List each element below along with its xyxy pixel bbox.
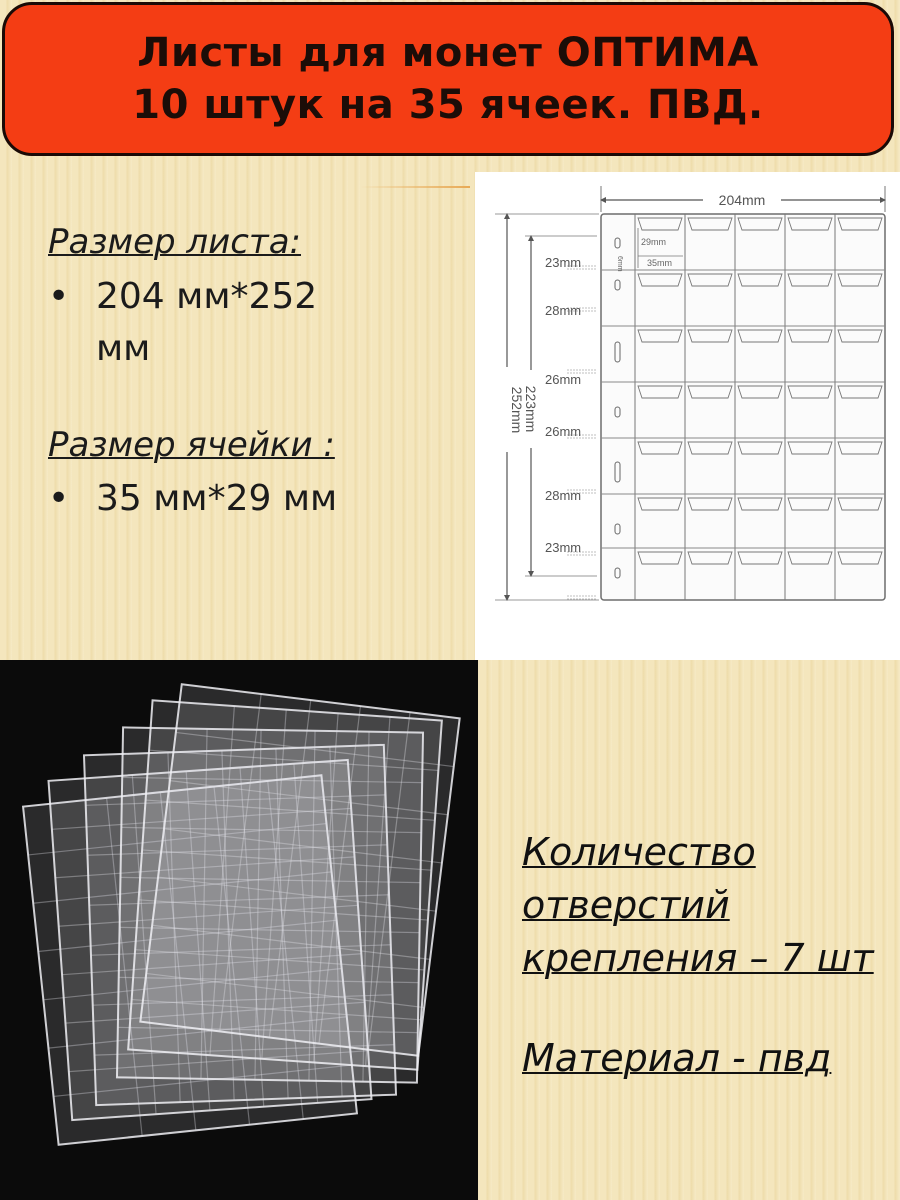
material-info: Материал - пвд — [522, 1036, 832, 1080]
coin-sheet — [140, 684, 459, 1056]
bullet-icon: • — [48, 276, 70, 317]
banner-line-1: Листы для монет ОПТИМА — [137, 30, 759, 76]
row-label: 23mm — [545, 255, 582, 270]
row-label: 23mm — [545, 540, 582, 555]
row-label: 28mm — [545, 303, 582, 318]
height-label: 252mm — [509, 386, 525, 434]
holes-info-line-2: отверстий — [522, 883, 730, 927]
bullet-icon: • — [48, 478, 70, 519]
holes-info-line-1: Количество — [522, 830, 756, 874]
cell-width-label: 35mm — [647, 258, 673, 268]
holes-info-line-3: крепления – 7 шт — [522, 936, 874, 980]
sheet-outline — [601, 214, 885, 600]
photo-svg — [0, 660, 478, 1200]
width-dimension — [601, 186, 885, 212]
sheet-dimension-diagram — [475, 172, 900, 660]
cell-size-value: 35 мм*29 мм — [96, 478, 338, 519]
sheet-size-value-1: 204 мм*252 — [96, 276, 318, 317]
decorative-divider — [360, 186, 470, 188]
banner-line-2: 10 штук на 35 ячеек. ПВД. — [132, 82, 764, 128]
sheet-outline — [140, 684, 459, 1056]
cell-height-label: 29mm — [641, 237, 667, 247]
product-photo — [0, 660, 478, 1200]
inner-height-label: 223mm — [523, 385, 539, 433]
row-label: 26mm — [545, 424, 582, 439]
small-dimension-label: 6mm — [616, 256, 623, 272]
title-banner — [2, 2, 894, 156]
row-label: 28mm — [545, 488, 582, 503]
row-labels — [545, 255, 581, 555]
width-label: 204mm — [718, 192, 766, 208]
row-label: 26mm — [545, 372, 582, 387]
cell-size-title: Размер ячейки : — [48, 425, 335, 465]
sheet-size-title: Размер листа: — [48, 222, 301, 262]
cell-size-item — [48, 478, 378, 528]
diagram-svg — [475, 172, 900, 660]
sheet-size-item — [48, 276, 368, 369]
stacked-sheets — [23, 684, 460, 1145]
sheet-size-value-2: мм — [96, 328, 151, 369]
